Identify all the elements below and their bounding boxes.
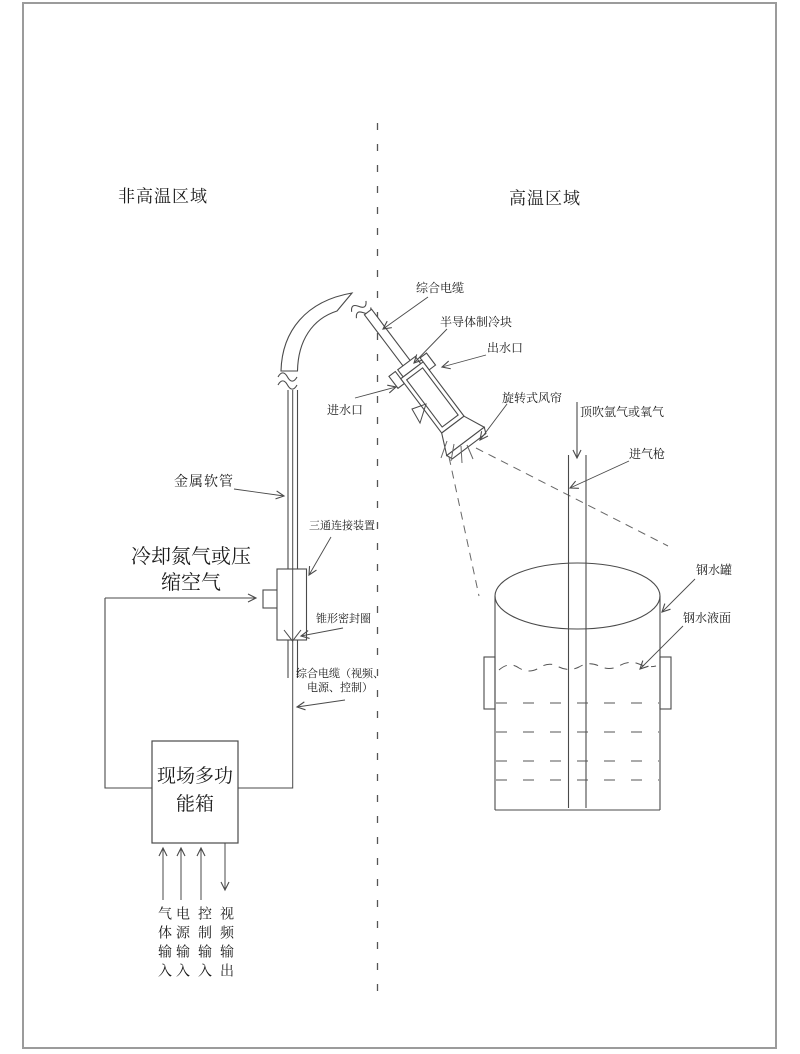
view-ray-right — [476, 448, 668, 546]
label-metal-hose: 金属软管 — [174, 473, 234, 489]
label-io-control-input: 控制输入 — [197, 906, 213, 982]
figure-frame — [23, 3, 776, 1048]
leader-air-curtain — [480, 404, 507, 440]
leader-lines — [234, 297, 695, 707]
label-melt-surface: 钢水液面 — [683, 611, 732, 625]
io-arrows — [163, 843, 225, 900]
leader-metal-hose — [234, 489, 284, 496]
label-integrated-cable: 综合电缆 — [416, 281, 465, 295]
leader-gas-lance — [570, 461, 629, 488]
label-tee-connector: 三通连接装置 — [309, 520, 375, 532]
trunnion-right — [660, 657, 671, 709]
pipe-break-marks — [278, 373, 297, 389]
melt-level-lines — [496, 703, 659, 780]
tee-connector — [263, 569, 307, 641]
leader-cable-detail — [297, 700, 345, 707]
label-io-video-output: 视频输出 — [219, 906, 235, 982]
label-air-curtain: 旋转式风帘 — [502, 391, 563, 405]
label-semiconductor-cooler: 半导体制冷块 — [440, 315, 513, 329]
label-conical-seal: 锥形密封圈 — [316, 613, 371, 625]
trunnion-left — [484, 657, 495, 709]
label-cable-detail: 综合电缆（视频、 电源、控制） — [296, 668, 384, 694]
label-zone-right: 高温区域 — [509, 189, 581, 208]
leader-conical-seal — [301, 628, 343, 636]
leader-integrated-cable — [383, 297, 428, 329]
tee-body — [277, 569, 307, 640]
steel-ladle — [484, 563, 671, 810]
leader-melt-surface — [640, 626, 683, 669]
melt-surface-line — [499, 662, 656, 671]
label-ladle: 钢水罐 — [696, 563, 733, 577]
leader-water-inlet — [355, 387, 396, 398]
label-gas-lance: 进气枪 — [629, 447, 666, 461]
leader-ladle — [662, 579, 695, 612]
flexible-hose-arc — [281, 293, 352, 371]
leader-water-outlet — [442, 355, 486, 367]
leader-tee-connector — [309, 537, 331, 575]
label-zone-left: 非高温区域 — [118, 187, 208, 206]
gas-lance — [569, 455, 587, 808]
probe-body-outer — [401, 362, 464, 433]
label-coolant-supply: 冷却氮气或压 缩空气 — [131, 546, 251, 594]
ladle-mouth-ellipse — [495, 563, 660, 629]
label-function-box: 现场多功 能箱 — [156, 766, 233, 815]
label-io-power-input: 电源输入 — [175, 906, 191, 982]
label-water-outlet: 出水口 — [487, 341, 524, 355]
label-io-gas-input: 气体输入 — [157, 906, 173, 982]
label-water-inlet: 进水口 — [327, 403, 364, 417]
view-ray-left — [449, 457, 479, 596]
label-top-blown-gas: 顶吹氩气或氧气 — [580, 405, 665, 419]
cable-conduit — [364, 309, 412, 369]
